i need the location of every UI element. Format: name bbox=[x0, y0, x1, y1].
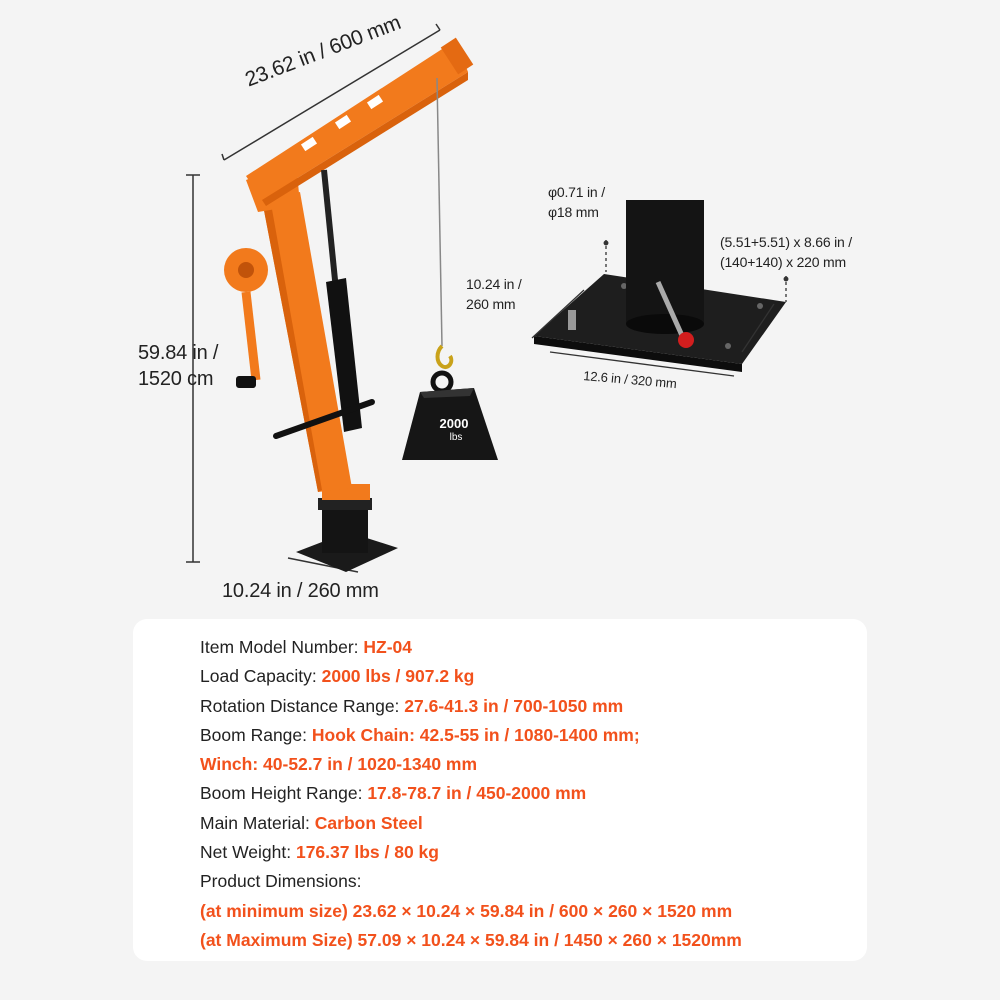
crane-cable bbox=[437, 78, 442, 346]
spec-value: 17.8-78.7 in / 450-2000 mm bbox=[367, 783, 587, 804]
handle-knob bbox=[678, 332, 694, 348]
spec-value: (at Maximum Size) 57.09 × 10.24 × 59.84 in / 1450 × 260 × 1520mm bbox=[200, 929, 742, 950]
height-label-line2: 1520 cm bbox=[138, 368, 214, 390]
weight-value: 2000 bbox=[439, 416, 469, 431]
spec-row bbox=[200, 897, 742, 926]
hole-label-line2: φ18 mm bbox=[548, 204, 599, 220]
spec-row bbox=[200, 926, 742, 955]
spec-label: Boom Height Range: bbox=[200, 783, 368, 804]
height-label-line1: 59.84 in / bbox=[138, 342, 219, 364]
spec-value: Hook Chain: 42.5-55 in / 1080-1400 mm; bbox=[311, 724, 640, 745]
plate-label-line1: (5.51+5.51) x 8.66 in / bbox=[720, 234, 852, 250]
spec-label: Boom Range: bbox=[200, 724, 312, 745]
spec-label: Net Weight: bbox=[200, 842, 296, 863]
spec-label: Load Capacity: bbox=[200, 666, 322, 687]
base-plate-detail bbox=[534, 200, 786, 372]
spec-row bbox=[200, 662, 742, 691]
spec-label: Rotation Distance Range: bbox=[200, 695, 405, 716]
crane-hook bbox=[438, 346, 452, 367]
spec-row bbox=[200, 692, 742, 721]
spec-row bbox=[200, 838, 742, 867]
spec-value: 2000 lbs / 907.2 kg bbox=[321, 666, 475, 687]
plate-side-label bbox=[466, 274, 522, 314]
plate-side-line1: 10.24 in / bbox=[466, 276, 522, 292]
weight-unit: lbs bbox=[449, 432, 463, 443]
spec-value: 176.37 lbs / 80 kg bbox=[295, 842, 439, 863]
spec-label: Product Dimensions: bbox=[200, 871, 362, 892]
spec-value: (at minimum size) 23.62 × 10.24 × 59.84 in / 600 × 260 × 1520 mm bbox=[200, 900, 733, 921]
hole-diameter-label bbox=[548, 182, 605, 222]
spec-row bbox=[200, 721, 742, 750]
spec-value: 27.6-41.3 in / 700-1050 mm bbox=[404, 695, 624, 716]
spec-row bbox=[200, 750, 742, 779]
spec-row bbox=[200, 633, 742, 662]
spec-label: Main Material: bbox=[200, 812, 315, 833]
spec-value: Carbon Steel bbox=[314, 812, 423, 833]
plate-label-line2: (140+140) x 220 mm bbox=[720, 254, 846, 270]
spec-label: Item Model Number: bbox=[200, 637, 364, 657]
boom-length-label: 23.62 in / 600 mm bbox=[242, 10, 405, 92]
plate-bottom-label: 12.6 in / 320 mm bbox=[582, 368, 678, 392]
hole-label-line1: φ0.71 in / bbox=[548, 184, 605, 200]
spec-value: Winch: 40-52.7 in / 1020-1340 mm bbox=[200, 754, 478, 775]
height-label bbox=[138, 340, 218, 392]
crane-base-tube bbox=[322, 505, 368, 553]
spec-value: HZ-04 bbox=[363, 637, 413, 657]
plate-size-label bbox=[720, 232, 852, 272]
spec-card bbox=[133, 619, 867, 961]
spec-list bbox=[200, 633, 742, 955]
base-width-label: 10.24 in / 260 mm bbox=[222, 580, 379, 602]
base-tube bbox=[626, 200, 704, 324]
spec-row bbox=[200, 779, 742, 808]
spec-row bbox=[200, 867, 742, 896]
plate-side-line2: 260 mm bbox=[466, 296, 516, 312]
crane-hydraulic-rod bbox=[324, 170, 336, 290]
spec-row bbox=[200, 809, 742, 838]
crane bbox=[224, 38, 473, 572]
